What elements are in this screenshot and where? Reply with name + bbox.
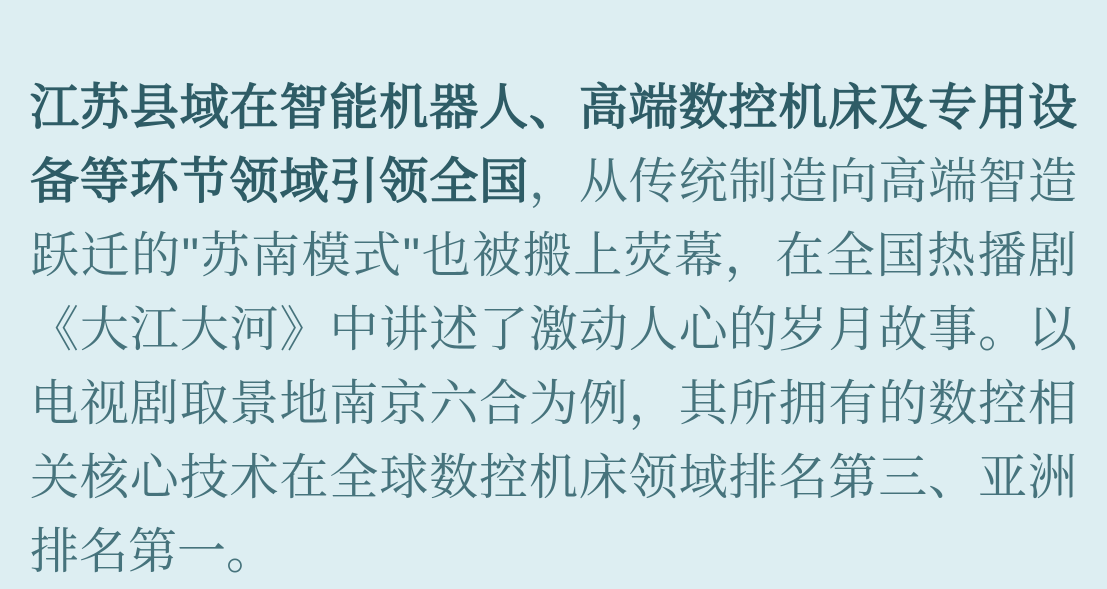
- article-paragraph: [30, 71, 1077, 589]
- paragraph-body-text: ，从传统制造向高端智造跃迁的"苏南模式"也被搬上荧幕，在全国热播剧《大江大河》中讲述了激动人心的岁月故事。以电视剧取景地南京六合为例，其所拥有的数控相关核心技术在全球数控机床领域排名第三、亚洲排名第一。: [30, 155, 1077, 579]
- paragraph-lead-text: 江苏县域在智能机器人、高端数控机床及专用设备等环节领域引领全国: [30, 81, 1077, 209]
